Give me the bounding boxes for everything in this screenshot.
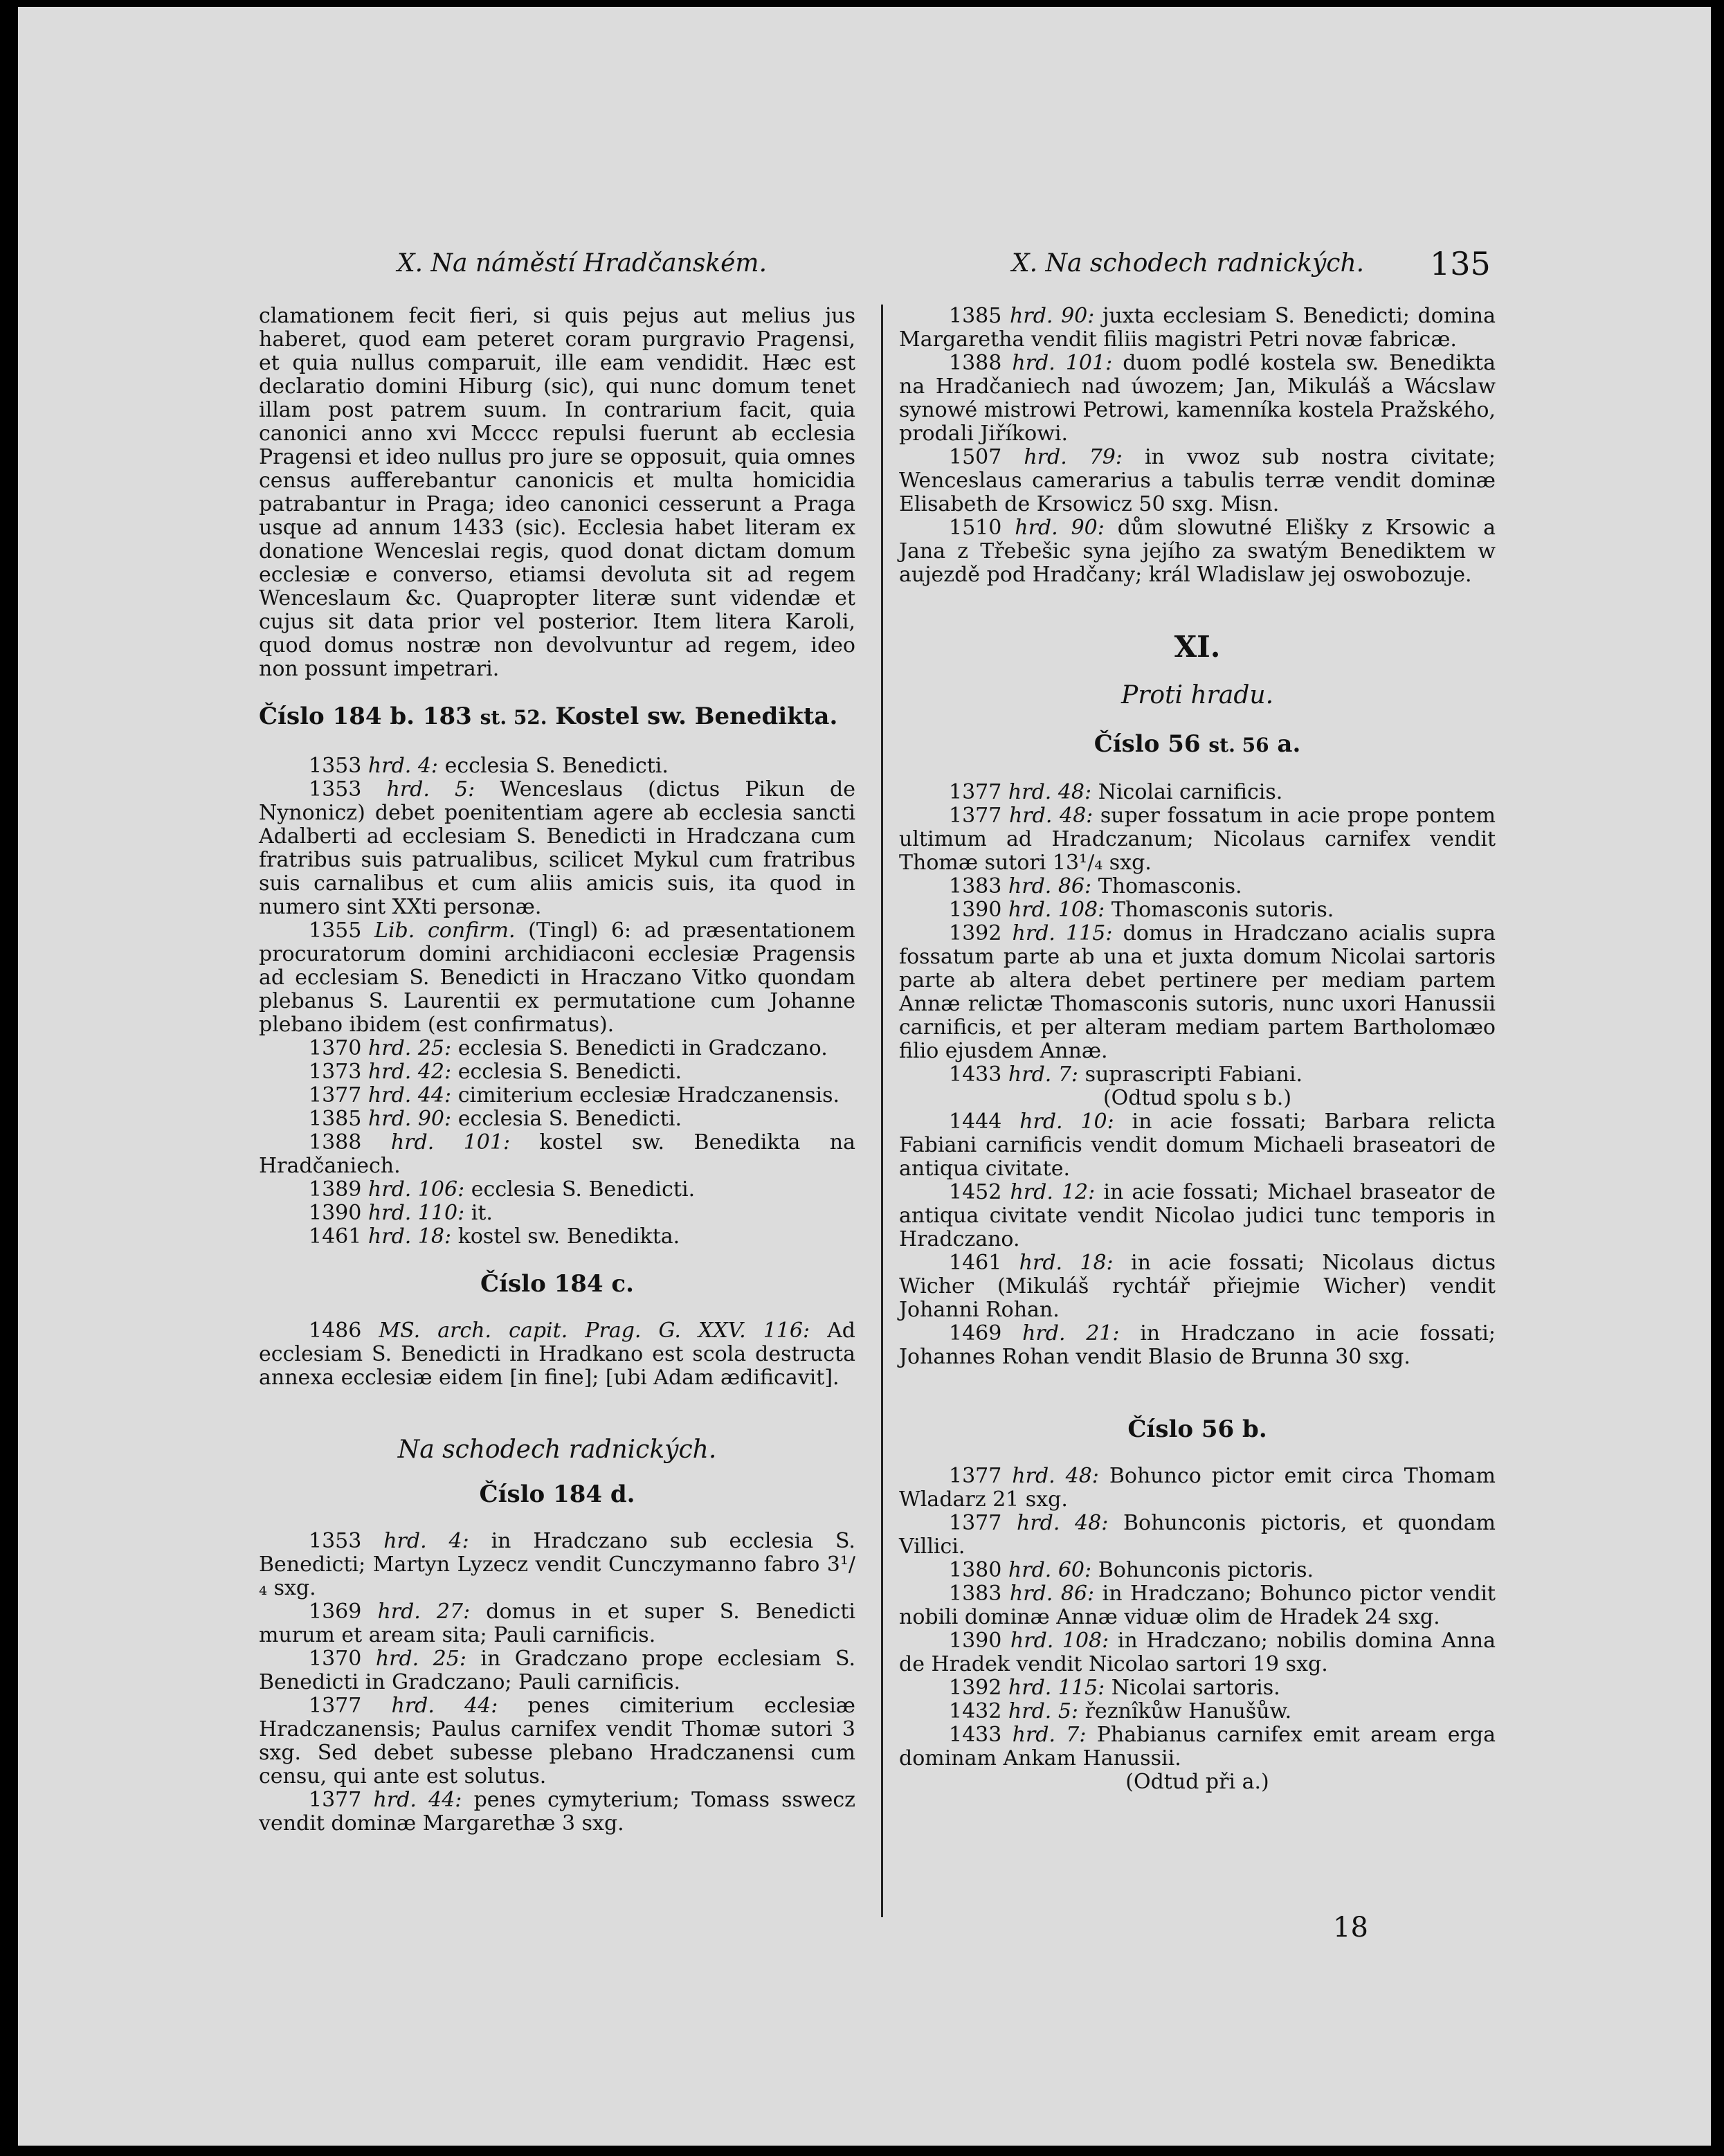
entry-reference: hrd. 48:: [1012, 1464, 1099, 1488]
note-56b: (Odtud při a.): [1125, 1770, 1269, 1794]
entry-year: 1377: [309, 1083, 362, 1107]
entry-year: 1369: [309, 1600, 362, 1624]
entry: [899, 1251, 1496, 1322]
entry-reference: hrd. 108:: [1008, 898, 1105, 922]
entry-text: duom podlé kostela sw. Benedikta na Hradčaniech nad úwozem; Jan, Mikuláš a Wácslaw synowé mistrowi Petrowi, kamenníka kostela Pražského, prodali Jiříkowi.: [899, 351, 1496, 446]
entry-text: dům slowutné Elišky z Krsowic a Jana z Třebešic syna jejího za swatým Benediktem w aujezdě pod Hradčany; král Wladislaw jej oswobozuje.: [899, 516, 1496, 587]
entry-reference: hrd. 18:: [1019, 1251, 1114, 1275]
entry: [259, 1202, 855, 1225]
entry-reference: hrd. 25:: [375, 1647, 466, 1671]
entry-year: 1377: [949, 804, 1002, 828]
entry-text: super fossatum in acie prope pontem ultimum ad Hradczanum; Nicolaus carnifex vendit Thomæ sutori 13¹/₄ sxg.: [899, 804, 1496, 875]
note-56a: (Odtud spolu s b.): [1103, 1086, 1292, 1110]
entry: [259, 919, 855, 1037]
entry-year: 1353: [309, 754, 362, 778]
entry-reference: hrd. 10:: [1019, 1109, 1114, 1134]
entry-reference: hrd. 101:: [1012, 351, 1113, 375]
entry: [259, 1647, 855, 1694]
entry-text: in acie fossati; Michael braseator de antiqua civitate vendit Nicolao judici tunc temporis in Hradczano.: [899, 1180, 1496, 1251]
entry-reference: hrd. 27:: [377, 1600, 471, 1624]
entry-year: 1389: [309, 1177, 362, 1202]
entry: [899, 1629, 1496, 1676]
entry-text: kostel sw. Benedikta.: [457, 1224, 680, 1249]
entry: [259, 1694, 855, 1788]
entry-year: 1388: [949, 351, 1002, 375]
entry-text: ecclesia S. Benedicti.: [457, 1107, 682, 1131]
entry: [259, 778, 855, 919]
entry-text: řeznîkůw Hanušůw.: [1085, 1699, 1292, 1723]
entry-year: 1486: [309, 1319, 362, 1343]
entry-reference: hrd. 44:: [373, 1788, 462, 1812]
section-heading-56a: Číslo 56 st. 56 a.: [1094, 730, 1301, 758]
entry-text: Bohunconis pictoris, et quondam Villici.: [899, 1511, 1496, 1559]
entry-reference: hrd. 12:: [1010, 1180, 1096, 1204]
entry: [899, 781, 1496, 804]
entry: [899, 1110, 1496, 1181]
entry: [259, 1319, 855, 1390]
entry-year: 1433: [949, 1723, 1002, 1747]
entry-reference: hrd. 18:: [368, 1224, 452, 1249]
entry-year: 1377: [949, 1464, 1002, 1488]
entry-reference: hrd. 4:: [368, 754, 439, 778]
entry-text: cimiterium ecclesiæ Hradczanensis.: [457, 1083, 840, 1107]
entry: [899, 516, 1496, 587]
entries-continued: [899, 305, 1496, 587]
scanned-page: [18, 7, 1711, 2146]
entry-year: 1461: [309, 1224, 362, 1249]
entry-year: 1390: [949, 1629, 1002, 1653]
entry: [899, 1063, 1496, 1087]
entry-year: 1392: [949, 1676, 1002, 1700]
entry-year: 1392: [949, 921, 1002, 945]
entry-text: it.: [471, 1201, 493, 1225]
entry-reference: hrd. 7:: [1012, 1723, 1087, 1747]
entry-reference: hrd. 110:: [368, 1201, 465, 1225]
section-heading-184c: Číslo 184 c.: [480, 1270, 634, 1298]
entry-year: 1377: [949, 780, 1002, 804]
entries-56a: [899, 781, 1496, 1087]
entry-year: 1373: [309, 1060, 362, 1084]
entry-reference: hrd. 86:: [1008, 874, 1092, 898]
entry: [899, 1700, 1496, 1723]
entry: [899, 1582, 1496, 1629]
entry: [899, 875, 1496, 898]
entry-text: kostel sw. Benedikta na Hradčaniech.: [259, 1130, 855, 1178]
entry: [899, 922, 1496, 1063]
chapter-title: Proti hradu.: [1120, 681, 1274, 709]
entry-year: 1383: [949, 874, 1002, 898]
entry: [899, 446, 1496, 516]
entry-text: in acie fossati; Barbara relicta Fabiani carnificis vendit domum Michaeli braseatori de antiqua civitate.: [899, 1109, 1496, 1181]
entry: [899, 1676, 1496, 1700]
entry-year: 1390: [309, 1201, 362, 1225]
entry: [259, 1530, 855, 1600]
entry-year: 1433: [949, 1062, 1002, 1087]
entry: [259, 1037, 855, 1060]
signature-mark: 18: [1333, 1912, 1368, 1944]
entry: [259, 1060, 855, 1084]
entry: [899, 1465, 1496, 1512]
entry-reference: hrd. 5:: [1008, 1699, 1079, 1723]
entry: [259, 1225, 855, 1249]
entry-text: ecclesia S. Benedicti.: [457, 1060, 682, 1084]
entry-year: 1461: [949, 1251, 1002, 1275]
entry-reference: hrd. 108:: [1010, 1629, 1109, 1653]
entry-text: in Gradczano prope ecclesiam S. Benedicti in Gradczano; Pauli carnificis.: [259, 1647, 855, 1694]
entry-reference: hrd. 7:: [1008, 1062, 1079, 1087]
entry-reference: hrd. 4:: [383, 1529, 469, 1553]
entry: [899, 1512, 1496, 1559]
entry-text: juxta ecclesiam S. Benedicti; domina Margaretha vendit filiis magistri Petri novæ fabricæ.: [899, 304, 1496, 352]
entry-text: Thomasconis sutoris.: [1111, 898, 1334, 922]
entry-text: suprascripti Fabiani.: [1085, 1062, 1303, 1087]
entry: [259, 754, 855, 778]
entry-reference: hrd. 101:: [390, 1130, 511, 1154]
entry-text: Wenceslaus (dictus Pikun de Nynonicz) debet poenitentiam agere ab ecclesia sancti Adalberti ad ecclesiam S. Benedicti in Hradczana cum fratribus suis patrualibus, scilicet Mykul cum fratribus suis carnalibus et cum aliis amicis suis, ita quod in numero sint XXti personæ.: [259, 777, 856, 919]
column-divider: [881, 305, 883, 1917]
entry-text: in Hradczano in acie fossati; Johannes Rohan vendit Blasio de Brunna 30 sxg.: [899, 1321, 1496, 1369]
entry: [899, 1181, 1496, 1251]
entry-year: 1452: [949, 1180, 1002, 1204]
entry-year: 1469: [949, 1321, 1002, 1346]
entry-reference: hrd. 106:: [368, 1177, 465, 1202]
entry-text: in Hradczano; nobilis domina Anna de Hradek vendit Nicolao sartori 19 sxg.: [899, 1629, 1496, 1676]
entry-reference: hrd. 21:: [1022, 1321, 1120, 1346]
right-column: [899, 305, 1496, 1794]
left-column: [259, 305, 855, 1836]
header-right: X. Na schodech radnických.: [1012, 249, 1365, 278]
entry-reference: hrd. 90:: [368, 1107, 452, 1131]
entry-year: 1370: [309, 1036, 362, 1060]
entry-reference: hrd. 44:: [391, 1694, 498, 1718]
entry-year: 1377: [309, 1694, 362, 1718]
entries-56b: [899, 1465, 1496, 1770]
intro-paragraph: clamationem fecit fieri, si quis pejus aut melius jus haberet, quod eam peteret coram purgravio Pragensi, et quia nullus comparuit, ille eam vendidit. Hæc est declaratio domini Hiburg (sic), qui nunc domum tenet illam post patrem suum. In contrarium facit, quia canonici anno xvi Mcccc repulsi fuerunt ab ecclesia Pragensi et ideo nullus pro jure se opposuit, quia omnes census aufferebantur canonicis et multa homicidia patrabantur in Praga; ideo canonici cesserunt a Praga usque ad annum 1433 (sic). Ecclesia habet literam ex donatione Wenceslai regis, quod donat dictam domum ecclesiæ e converso, etiamsi devoluta sit ad regem Wenceslaum &c. Quapropter literæ sunt videndæ et cujus sit data prior vel posterior. Item litera Karoli, quod domus nostræ non devolvuntur ad regem, ideo non possunt impetrari.: [259, 304, 855, 681]
entry-year: 1507: [949, 445, 1002, 469]
entry-reference: hrd. 5:: [386, 777, 475, 801]
entry: [259, 1788, 855, 1836]
entry: [899, 804, 1496, 875]
entry-text: domus in Hradczano acialis supra fossatum parte ab una et juxta domum Nicolai sartoris parte ab altera debet pertinere per mediam partem Annæ relictæ Thomasconis sutoris, nunc uxori Hanussii carnificis, et per alteram mediam partem Bartholomæo filio ejusdem Annæ.: [899, 921, 1496, 1063]
entry: [899, 898, 1496, 922]
entries-184c: [259, 1319, 855, 1390]
entry-text: Phabianus carnifex emit aream erga dominam Ankam Hanussii.: [899, 1723, 1496, 1770]
entry-text: in vwoz sub nostra civitate; Wenceslaus camerarius a tabulis terræ vendit dominæ Elisabeth de Krsowicz 50 sxg. Misn.: [899, 445, 1496, 516]
entry-year: 1388: [309, 1130, 362, 1154]
entry-year: 1432: [949, 1699, 1002, 1723]
entry-reference: hrd. 90:: [1010, 304, 1095, 328]
entry-year: 1383: [949, 1582, 1002, 1606]
entry-text: ecclesia S. Benedicti.: [471, 1177, 696, 1202]
chapter-number: XI.: [1174, 630, 1221, 664]
entry-text: ecclesia S. Benedicti in Gradczano.: [457, 1036, 828, 1060]
entry-year: 1385: [309, 1107, 362, 1131]
entry: [899, 305, 1496, 352]
entry-text: in Hradczano; Bohunco pictor vendit nobili dominæ Annæ viduæ olim de Hradek 24 sxg.: [899, 1582, 1496, 1629]
entry: [259, 1107, 855, 1131]
entries-56a-cont: [899, 1110, 1496, 1369]
entry-reference: hrd. 42:: [368, 1060, 452, 1084]
entries-184b: [259, 754, 855, 1249]
section-heading-184d: Číslo 184 d.: [479, 1480, 635, 1508]
entry-year: 1390: [949, 898, 1002, 922]
header-left: X. Na náměstí Hradčanském.: [397, 249, 768, 278]
entry-year: 1353: [309, 1529, 362, 1553]
entry-year: 1377: [949, 1511, 1002, 1535]
entry-reference: hrd. 48:: [1017, 1511, 1109, 1535]
entry-reference: hrd. 115:: [1008, 1676, 1105, 1700]
entry-text: Bohunconis pictoris.: [1098, 1558, 1314, 1582]
entry-text: Nicolai sartoris.: [1111, 1676, 1280, 1700]
entries-184d: [259, 1530, 855, 1836]
entry-year: 1353: [309, 777, 362, 801]
entry-reference: hrd. 44:: [368, 1083, 452, 1107]
entry-text: Ad ecclesiam S. Benedicti in Hradkano est scola destructa annexa ecclesiæ eidem [in fine]; [ubi Adam ædificavit].: [259, 1319, 855, 1390]
entry-year: 1444: [949, 1109, 1002, 1134]
entry-text: ecclesia S. Benedicti.: [444, 754, 669, 778]
entry-text: Bohunco pictor emit circa Thomam Wladarz 21 sxg.: [899, 1464, 1496, 1512]
entry-reference: hrd. 25:: [368, 1036, 452, 1060]
entry-year: 1385: [949, 304, 1002, 328]
entry-reference: hrd. 60:: [1008, 1558, 1092, 1582]
page-number: 135: [1430, 245, 1491, 282]
entry-reference: hrd. 48:: [1008, 780, 1092, 804]
entry-text: penes cymyterium; Tomass sswecz vendit dominæ Margarethæ 3 sxg.: [259, 1788, 855, 1836]
entry-reference: hrd. 86:: [1009, 1582, 1095, 1606]
entry-year: 1377: [309, 1788, 362, 1812]
entry: [259, 1178, 855, 1202]
entry: [899, 1559, 1496, 1582]
entry-reference: hrd. 79:: [1024, 445, 1123, 469]
subsection-title: Na schodech radnických.: [397, 1435, 717, 1464]
entry-reference: hrd. 90:: [1015, 516, 1105, 540]
entry-year: 1370: [309, 1647, 362, 1671]
entry-reference: hrd. 48:: [1008, 804, 1094, 828]
entry-text: domus in et super S. Benedicti murum et aream sita; Pauli carnificis.: [259, 1600, 855, 1647]
entry: [899, 1723, 1496, 1770]
entry-reference: Lib. confirm.: [374, 918, 516, 943]
section-heading-56b: Číslo 56 b.: [1127, 1415, 1267, 1443]
entry-reference: hrd. 115:: [1012, 921, 1113, 945]
entry-year: 1380: [949, 1558, 1002, 1582]
entry-text: penes cimiterium ecclesiæ Hradczanensis; Paulus carnifex vendit Thomæ sutori 3 sxg. Sed debet subesse plebano Hradczanensi cum censu, qui ante est solutus.: [259, 1694, 855, 1788]
section-heading-184b: Číslo 184 b. 183 st. 52. Kostel sw. Benedikta.: [259, 703, 838, 730]
entry-text: in acie fossati; Nicolaus dictus Wicher (Mikuláš rychtář přiejmie Wicher) vendit Johanni Rohan.: [899, 1251, 1496, 1322]
entry: [899, 352, 1496, 446]
entry-year: 1510: [949, 516, 1002, 540]
entry: [259, 1131, 855, 1178]
entry: [259, 1084, 855, 1107]
entry-text: (Tingl) 6: ad præsentationem procuratorum domini archidiaconi ecclesiæ Pragensis ad ecclesiam S. Benedicti in Hraczano Vitko quondam plebanus S. Laurentii ex permutatione cum Johanne plebano ibidem (est confirmatus).: [259, 918, 855, 1037]
entry-reference: MS. arch. capit. Prag. G. XXV. 116:: [379, 1319, 810, 1343]
entry-text: in Hradczano sub ecclesia S. Benedicti; Martyn Lyzecz vendit Cunczymanno fabro 3¹/₄ sxg.: [259, 1529, 855, 1600]
entry-text: Thomasconis.: [1098, 874, 1242, 898]
entry-text: Nicolai carnificis.: [1098, 780, 1283, 804]
entry: [259, 1600, 855, 1647]
entry: [899, 1322, 1496, 1369]
entry-year: 1355: [309, 918, 362, 943]
